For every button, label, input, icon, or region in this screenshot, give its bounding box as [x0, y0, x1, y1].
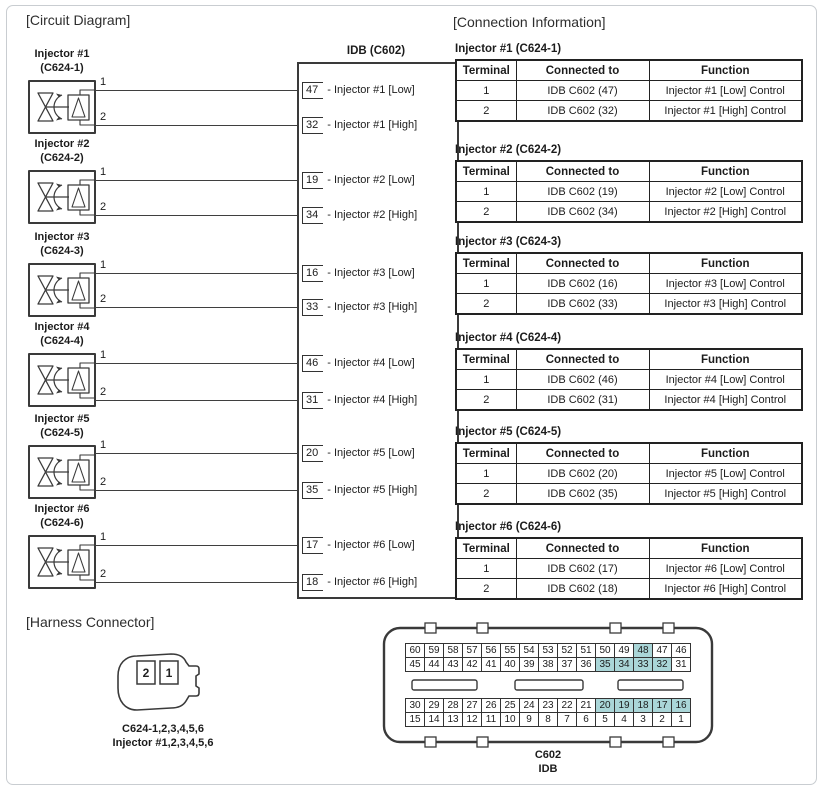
- connector-pin-16: 16: [671, 698, 691, 713]
- table-cell: 2: [456, 101, 516, 122]
- table-cell: IDB C602 (19): [516, 182, 649, 202]
- table-cell: Injector #1 [Low] Control: [649, 81, 802, 101]
- col-header: Connected to: [516, 538, 649, 559]
- idb-entry-label: - Injector #2 [High]: [327, 209, 418, 221]
- connection-table-2: [455, 160, 803, 223]
- table-cell: IDB C602 (31): [516, 390, 649, 411]
- table-cell: IDB C602 (34): [516, 202, 649, 223]
- table-cell: 1: [456, 81, 516, 101]
- wire: [95, 125, 302, 126]
- pin-number-label: 2: [100, 386, 107, 398]
- connection-table-3: [455, 252, 803, 315]
- idb-pin-bracket: 19: [302, 172, 323, 189]
- injector-1-label: [10, 47, 114, 75]
- connector-pin-23: 23: [538, 698, 558, 713]
- big-connector-desc: IDB: [538, 763, 558, 775]
- table-cell: 2: [456, 484, 516, 505]
- idb-pin-bracket: 31: [302, 392, 323, 409]
- table-row: [456, 202, 802, 223]
- connector-pin-41: 41: [481, 657, 501, 672]
- connector-pin-20: 20: [595, 698, 615, 713]
- injector-code: (C624-5): [40, 427, 84, 439]
- table-cell: Injector #3 [Low] Control: [649, 274, 802, 294]
- table-heading: Injector #1 (C624-1): [455, 43, 562, 55]
- connector-pin-7: 7: [557, 712, 577, 727]
- pin-number-label: 1: [100, 349, 107, 361]
- injector-code: (C624-1): [40, 62, 84, 74]
- connector-pin-21: 21: [576, 698, 596, 713]
- connector-pin-40: 40: [500, 657, 520, 672]
- col-header: Function: [649, 443, 802, 464]
- connector-pin-55: 55: [500, 643, 520, 658]
- injector-6-label: [10, 502, 114, 530]
- connection-info-title: [Connection Information]: [453, 14, 606, 30]
- connector-pin-1: 1: [671, 712, 691, 727]
- connector-pin-58: 58: [443, 643, 463, 658]
- pin-row: [405, 657, 691, 672]
- idb-entry-label: - Injector #4 [High]: [327, 394, 418, 406]
- connector-pin-17: 17: [652, 698, 672, 713]
- injector-2-label: [10, 137, 114, 165]
- col-header: Terminal: [456, 443, 516, 464]
- idb-entry: [302, 353, 415, 373]
- small-connector-name: [83, 722, 243, 750]
- table-cell: IDB C602 (20): [516, 464, 649, 484]
- idb-pin-bracket: 17: [302, 537, 323, 554]
- table-row: [456, 464, 802, 484]
- injector-5-label: [10, 412, 114, 440]
- small-connector-pin-2: 2: [142, 666, 150, 680]
- connection-table-4: [455, 348, 803, 411]
- connector-pin-19: 19: [614, 698, 634, 713]
- table-heading: Injector #6 (C624-6): [455, 521, 562, 533]
- table-cell: Injector #1 [High] Control: [649, 101, 802, 122]
- connector-pin-42: 42: [462, 657, 482, 672]
- injector-code: (C624-3): [40, 245, 84, 257]
- idb-pin-bracket: 35: [302, 482, 323, 499]
- table-cell: 2: [456, 294, 516, 315]
- injector-name: Injector #6: [34, 503, 90, 515]
- connector-pin-56: 56: [481, 643, 501, 658]
- connector-pin-46: 46: [671, 643, 691, 658]
- idb-pin-bracket: 34: [302, 207, 323, 224]
- connector-pin-22: 22: [557, 698, 577, 713]
- wire: [95, 400, 302, 401]
- table-cell: Injector #2 [Low] Control: [649, 182, 802, 202]
- idb-entry: [302, 205, 417, 225]
- table-cell: Injector #5 [Low] Control: [649, 464, 802, 484]
- idb-pin-bracket: 47: [302, 82, 323, 99]
- table-cell: Injector #2 [High] Control: [649, 202, 802, 223]
- idb-entry-label: - Injector #1 [High]: [327, 119, 418, 131]
- col-header: Function: [649, 161, 802, 182]
- connector-notch: [663, 623, 674, 633]
- table-cell: IDB C602 (18): [516, 579, 649, 600]
- wire: [95, 490, 302, 491]
- table-cell: IDB C602 (35): [516, 484, 649, 505]
- col-header: Function: [649, 538, 802, 559]
- injector-symbol-icon: [28, 445, 96, 499]
- table-cell: Injector #6 [Low] Control: [649, 559, 802, 579]
- connector-pin-35: 35: [595, 657, 615, 672]
- connector-pin-39: 39: [519, 657, 539, 672]
- small-connector-shell: [118, 654, 199, 710]
- connector-pin-18: 18: [633, 698, 653, 713]
- connector-pin-31: 31: [671, 657, 691, 672]
- connector-pin-38: 38: [538, 657, 558, 672]
- injector-name: Injector #1: [34, 48, 90, 60]
- table-cell: IDB C602 (17): [516, 559, 649, 579]
- table-row: [456, 559, 802, 579]
- connector-pin-24: 24: [519, 698, 539, 713]
- connector-pin-48: 48: [633, 643, 653, 658]
- connector-slot: [412, 680, 477, 690]
- pin-number-label: 1: [100, 531, 107, 543]
- small-connector: [113, 649, 213, 715]
- pin-row: [405, 643, 691, 658]
- wire: [95, 307, 302, 308]
- connector-pin-25: 25: [500, 698, 520, 713]
- pin-number-label: 2: [100, 293, 107, 305]
- idb-pin-bracket: 18: [302, 574, 323, 591]
- idb-entry-label: - Injector #1 [Low]: [327, 84, 415, 96]
- table-cell: 1: [456, 182, 516, 202]
- connector-pin-3: 3: [633, 712, 653, 727]
- idb-entry-label: - Injector #3 [High]: [327, 301, 418, 313]
- connector-pin-5: 5: [595, 712, 615, 727]
- idb-entry: [302, 80, 415, 100]
- pin-grid-top: [405, 643, 691, 672]
- connector-notch: [477, 737, 488, 747]
- connector-pin-14: 14: [424, 712, 444, 727]
- idb-entry: [302, 297, 417, 317]
- injector-symbol-icon: [28, 353, 96, 407]
- pin-number-label: 1: [100, 259, 107, 271]
- col-header: Connected to: [516, 349, 649, 370]
- idb-entry-label: - Injector #6 [Low]: [327, 539, 415, 551]
- table-cell: 1: [456, 464, 516, 484]
- wire: [95, 363, 302, 364]
- table-cell: Injector #3 [High] Control: [649, 294, 802, 315]
- table-cell: Injector #4 [Low] Control: [649, 370, 802, 390]
- table-cell: 1: [456, 370, 516, 390]
- injector-symbol-icon: [28, 263, 96, 317]
- table-cell: 2: [456, 202, 516, 223]
- table-row: [456, 579, 802, 600]
- circuit-diagram-title: [Circuit Diagram]: [26, 12, 131, 28]
- idb-pin-bracket: 20: [302, 445, 323, 462]
- injector-symbol-icon: [28, 535, 96, 589]
- idb-entry-label: - Injector #5 [Low]: [327, 447, 415, 459]
- table-heading: Injector #3 (C624-3): [455, 236, 562, 248]
- table-heading: Injector #5 (C624-5): [455, 426, 562, 438]
- pin-number-label: 2: [100, 111, 107, 123]
- connector-pin-49: 49: [614, 643, 634, 658]
- table-heading: Injector #4 (C624-4): [455, 332, 562, 344]
- connector-pin-9: 9: [519, 712, 539, 727]
- big-connector-shell: [381, 619, 715, 755]
- pin-row: [405, 698, 691, 713]
- idb-entry-label: - Injector #4 [Low]: [327, 357, 415, 369]
- pin-number-label: 2: [100, 476, 107, 488]
- connection-table-5: [455, 442, 803, 505]
- col-header: Terminal: [456, 60, 516, 81]
- table-cell: 1: [456, 274, 516, 294]
- table-row: [456, 101, 802, 122]
- connector-pin-43: 43: [443, 657, 463, 672]
- connector-pin-12: 12: [462, 712, 482, 727]
- pin-number-label: 1: [100, 76, 107, 88]
- col-header: Function: [649, 60, 802, 81]
- connector-notch: [610, 737, 621, 747]
- pin-number-label: 2: [100, 568, 107, 580]
- injector-code: (C624-4): [40, 335, 84, 347]
- connector-pin-10: 10: [500, 712, 520, 727]
- injector-symbol-icon: [28, 80, 96, 134]
- connector-pin-53: 53: [538, 643, 558, 658]
- connector-pin-45: 45: [405, 657, 425, 672]
- connector-pin-2: 2: [652, 712, 672, 727]
- connector-notch: [477, 623, 488, 633]
- col-header: Connected to: [516, 443, 649, 464]
- wire: [95, 215, 302, 216]
- col-header: Terminal: [456, 253, 516, 274]
- table-heading: Injector #2 (C624-2): [455, 144, 562, 156]
- table-cell: 2: [456, 579, 516, 600]
- connector-pin-52: 52: [557, 643, 577, 658]
- idb-entry: [302, 170, 415, 190]
- idb-entry: [302, 115, 417, 135]
- wire: [95, 545, 302, 546]
- table-row: [456, 182, 802, 202]
- col-header: Connected to: [516, 161, 649, 182]
- idb-pin-bracket: 33: [302, 299, 323, 316]
- col-header: Connected to: [516, 60, 649, 81]
- connector-pin-36: 36: [576, 657, 596, 672]
- connector-pin-26: 26: [481, 698, 501, 713]
- idb-entry: [302, 480, 417, 500]
- connection-table-6: [455, 537, 803, 600]
- col-header: Terminal: [456, 349, 516, 370]
- injector-symbol-icon: [28, 170, 96, 224]
- connector-pin-15: 15: [405, 712, 425, 727]
- idb-pin-bracket: 16: [302, 265, 323, 282]
- connector-pin-33: 33: [633, 657, 653, 672]
- connector-pin-50: 50: [595, 643, 615, 658]
- idb-entry: [302, 535, 415, 555]
- col-header: Terminal: [456, 161, 516, 182]
- table-cell: IDB C602 (32): [516, 101, 649, 122]
- connector-pin-44: 44: [424, 657, 444, 672]
- idb-entry: [302, 572, 417, 592]
- table-cell: IDB C602 (46): [516, 370, 649, 390]
- table-row: [456, 370, 802, 390]
- table-row: [456, 390, 802, 411]
- col-header: Function: [649, 253, 802, 274]
- idb-box: [297, 62, 459, 599]
- idb-entry: [302, 443, 415, 463]
- pin-number-label: 1: [100, 439, 107, 451]
- connector-pin-47: 47: [652, 643, 672, 658]
- connector-notch: [425, 623, 436, 633]
- pin-number-label: 1: [100, 166, 107, 178]
- col-header: Terminal: [456, 538, 516, 559]
- connector-notch: [425, 737, 436, 747]
- connector-pin-28: 28: [443, 698, 463, 713]
- idb-entry-label: - Injector #6 [High]: [327, 576, 418, 588]
- connector-pin-6: 6: [576, 712, 596, 727]
- wire: [95, 582, 302, 583]
- table-cell: Injector #6 [High] Control: [649, 579, 802, 600]
- table-cell: Injector #5 [High] Control: [649, 484, 802, 505]
- idb-pin-bracket: 32: [302, 117, 323, 134]
- injector-code: (C624-6): [40, 517, 84, 529]
- idb-entry-label: - Injector #2 [Low]: [327, 174, 415, 186]
- connector-slot: [515, 680, 583, 690]
- idb-entry-label: - Injector #5 [High]: [327, 484, 418, 496]
- wire: [95, 273, 302, 274]
- connector-pin-34: 34: [614, 657, 634, 672]
- connector-pin-13: 13: [443, 712, 463, 727]
- idb-box-title: IDB (C602): [346, 45, 406, 57]
- injector-3-label: [10, 230, 114, 258]
- idb-pin-bracket: 46: [302, 355, 323, 372]
- connector-notch: [610, 623, 621, 633]
- table-cell: 1: [456, 559, 516, 579]
- wire: [95, 180, 302, 181]
- table-row: [456, 274, 802, 294]
- idb-entry: [302, 390, 417, 410]
- pin-row: [405, 712, 691, 727]
- injector-name: Injector #5: [34, 413, 90, 425]
- connector-pin-59: 59: [424, 643, 444, 658]
- connector-pin-8: 8: [538, 712, 558, 727]
- injector-name: Injector #3: [34, 231, 90, 243]
- connector-pin-27: 27: [462, 698, 482, 713]
- col-header: Function: [649, 349, 802, 370]
- connector-pin-37: 37: [557, 657, 577, 672]
- injector-name: Injector #2: [34, 138, 90, 150]
- big-connector-code: C602: [534, 749, 562, 761]
- table-row: [456, 484, 802, 505]
- connector-pin-54: 54: [519, 643, 539, 658]
- pin-grid-bottom: [405, 698, 691, 727]
- pin-number-label: 2: [100, 201, 107, 213]
- table-cell: IDB C602 (47): [516, 81, 649, 101]
- connector-pin-11: 11: [481, 712, 501, 727]
- injector-4-label: [10, 320, 114, 348]
- small-connector-pin-1: 1: [165, 666, 173, 680]
- connector-pin-60: 60: [405, 643, 425, 658]
- harness-connector-title: [Harness Connector]: [26, 614, 155, 630]
- connector-notch: [663, 737, 674, 747]
- connector-pin-51: 51: [576, 643, 596, 658]
- idb-entry-label: - Injector #3 [Low]: [327, 267, 415, 279]
- table-cell: IDB C602 (16): [516, 274, 649, 294]
- connector-slot: [618, 680, 683, 690]
- col-header: Connected to: [516, 253, 649, 274]
- idb-entry: [302, 263, 415, 283]
- wire: [95, 453, 302, 454]
- big-connector-name: [488, 748, 608, 776]
- small-connector-desc: Injector #1,2,3,4,5,6: [112, 737, 214, 749]
- injector-name: Injector #4: [34, 321, 90, 333]
- connector-pin-29: 29: [424, 698, 444, 713]
- connection-table-1: [455, 59, 803, 122]
- table-row: [456, 294, 802, 315]
- connector-pin-32: 32: [652, 657, 672, 672]
- small-connector-code: C624-1,2,3,4,5,6: [122, 723, 204, 735]
- wire: [95, 90, 302, 91]
- injector-code: (C624-2): [40, 152, 84, 164]
- connector-pin-30: 30: [405, 698, 425, 713]
- connector-pin-4: 4: [614, 712, 634, 727]
- table-cell: Injector #4 [High] Control: [649, 390, 802, 411]
- table-cell: 2: [456, 390, 516, 411]
- table-row: [456, 81, 802, 101]
- connector-pin-57: 57: [462, 643, 482, 658]
- table-cell: IDB C602 (33): [516, 294, 649, 315]
